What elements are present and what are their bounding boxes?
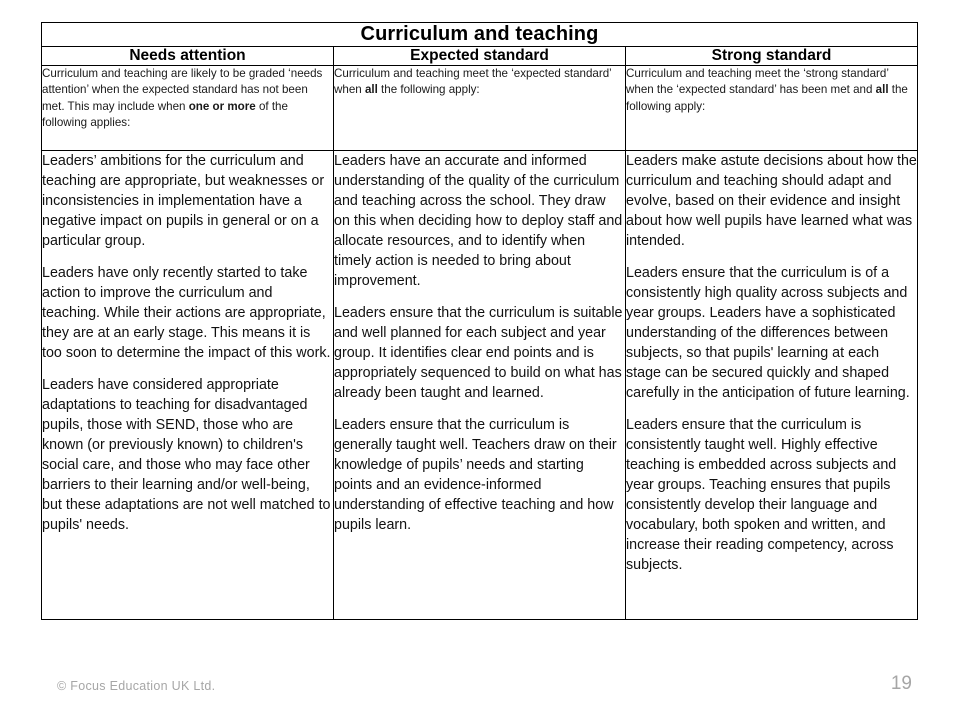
descriptor-cell-strong-standard xyxy=(626,65,918,150)
criteria-paragraph: Leaders have an accurate and informed understanding of the quality of the curriculum and teaching across the school. They draw on this when deciding how to deploy staff and allocate resources, and to identify when timely action is needed to bring about improvement. xyxy=(334,152,623,289)
page-number: 19 xyxy=(890,673,912,694)
curriculum-teaching-rubric-table xyxy=(41,22,918,620)
criteria-paragraph: Leaders’ ambitions for the curriculum and teaching are appropriate, but weaknesses or inconsistencies in implementation have a negative impact on pupils in general or on a particular group. xyxy=(42,152,325,249)
criteria-paragraph: Leaders ensure that the curriculum is suitable and well planned for each subject and year group. It identifies clear end points and is appropriately sequenced to build on what has already been taught and learned. xyxy=(334,304,623,401)
descriptor-text xyxy=(42,66,333,132)
column-header-label: Needs attention xyxy=(129,47,246,64)
table-header-row xyxy=(42,47,918,66)
copyright-notice: © Focus Education UK Ltd. xyxy=(57,679,216,693)
column-header-expected-standard xyxy=(334,47,626,66)
column-header-strong-standard xyxy=(626,47,918,66)
column-header-label: Expected standard xyxy=(410,47,549,64)
descriptor-text-pre: Curriculum and teaching are likely to be graded ‘needs attention’ when the expected standard has not been met. This may include when xyxy=(42,66,323,113)
descriptor-text xyxy=(334,66,625,99)
table-title-row xyxy=(42,23,918,47)
descriptor-text-post: the following apply: xyxy=(626,83,908,113)
descriptor-text-post: of the following applies: xyxy=(42,99,288,130)
criteria-paragraph: Leaders have only recently started to take action to improve the curriculum and teaching. While their actions are appropriate, they are at an early stage. This means it is too soon to determine the impact of this work. xyxy=(42,264,331,361)
descriptor-cell-expected-standard xyxy=(334,65,626,150)
descriptor-text-emphasis: one or more xyxy=(188,99,256,113)
descriptor-text-pre: Curriculum and teaching meet the ‘expected standard’ when xyxy=(334,66,612,97)
table-title-cell xyxy=(42,23,918,47)
descriptor-text xyxy=(626,66,917,115)
criteria-paragraph: Leaders make astute decisions about how the curriculum and teaching should adapt and evolve, based on their evidence and insight about how well pupils have learned what was intended. xyxy=(626,152,917,249)
descriptor-text-emphasis: all xyxy=(364,83,378,97)
column-header-needs-attention xyxy=(42,47,334,66)
descriptor-text-post: the following apply: xyxy=(377,83,480,97)
descriptor-text-pre: Curriculum and teaching meet the ‘strong standard’ when the ‘expected standard’ has been met and xyxy=(626,66,889,97)
descriptor-text-emphasis: all xyxy=(875,83,889,97)
table-descriptor-row xyxy=(42,65,918,150)
column-header-label: Strong standard xyxy=(711,47,832,64)
criteria-paragraph: Leaders ensure that the curriculum is generally taught well. Teachers draw on their knowledge of pupils’ needs and starting points and an evidence-informed understanding of effective teaching and how pupils learn. xyxy=(334,417,617,534)
criteria-cell-strong-standard xyxy=(626,150,918,619)
criteria-paragraph: Leaders ensure that the curriculum is of a consistently high quality across subjects and year groups. Leaders have a sophisticated understanding of the differences between subjects, so that pupils' learning at each stage can be secured quickly and shaped carefully in the anticipation of future learning. xyxy=(626,264,910,401)
criteria-cell-needs-attention xyxy=(42,150,334,619)
descriptor-cell-needs-attention xyxy=(42,65,334,150)
criteria-cell-expected-standard xyxy=(334,150,626,619)
table-body-row xyxy=(42,150,918,619)
criteria-paragraph: Leaders ensure that the curriculum is consistently taught well. Highly effective teaching is embedded across subjects and year groups. Teaching ensures that pupils consistently develop their language and vocabulary, both spoken and written, and increase their reading competency, across subjects. xyxy=(626,417,897,574)
criteria-paragraph: Leaders have considered appropriate adaptations to teaching for disadvantaged pupils, those with SEND, those who are known (or previously known) to children's social care, and those who may face other barriers to their learning and/or well-being, but these adaptations are not well matched to pupils' needs. xyxy=(42,376,331,534)
page-title: Curriculum and teaching xyxy=(360,23,599,45)
